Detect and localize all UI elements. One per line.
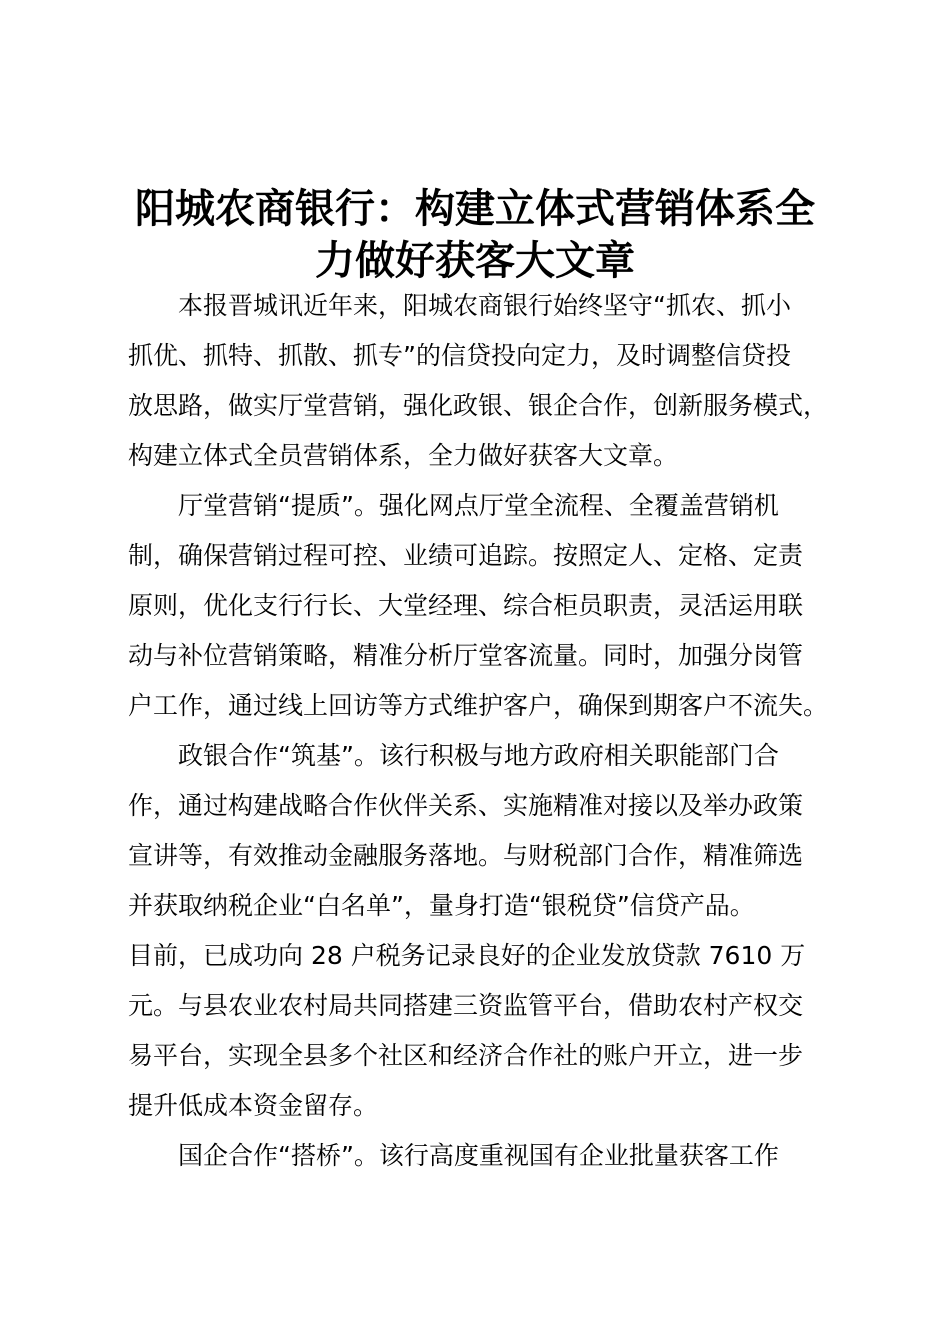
paragraph-intro	[128, 281, 833, 481]
text-line: 原则，优化支行行长、大堂经理、综合柜员职责，灵活运用联	[128, 591, 804, 620]
text-line: 宣讲等，有效推动金融服务落地。与财税部门合作，精准筛选	[128, 841, 804, 870]
article-body	[128, 281, 833, 1181]
paragraph-soe-cooperation	[128, 1131, 833, 1181]
text-line: 并获取纳税企业“白名单”，量身打造“银税贷”信贷产品。	[128, 891, 755, 920]
text-line: 制，确保营销过程可控、业绩可追踪。按照定人、定格、定责	[128, 541, 804, 570]
text-line: 构建立体式全员营销体系，全力做好获客大文章。	[128, 441, 679, 470]
title-line-2: 力做好获客大文章	[315, 237, 635, 284]
paragraph-government-cooperation	[128, 731, 833, 1131]
text-line: 易平台，实现全县多个社区和经济合作社的账户开立，进一步	[128, 1041, 804, 1070]
paragraph-lobby-marketing	[128, 481, 833, 731]
text-line: 本报晋城讯近年来，阳城农商银行始终坚守“抓农、抓小	[178, 291, 791, 320]
text-line: 目前，已成功向 28 户税务记录良好的企业发放贷款 7610 万	[128, 941, 806, 970]
text-line: 放思路，做实厅堂营销，强化政银、银企合作，创新服务模式，	[128, 391, 829, 420]
text-line: 国企合作“搭桥”。该行高度重视国有企业批量获客工作	[178, 1141, 779, 1170]
text-line: 政银合作“筑基”。该行积极与地方政府相关职能部门合	[178, 741, 779, 770]
text-line: 动与补位营销策略，精准分析厅堂客流量。同时，加强分岗管	[128, 641, 804, 670]
text-line: 抓优、抓特、抓散、抓专”的信贷投向定力，及时调整信贷投	[128, 341, 791, 370]
text-line: 户工作，通过线上回访等方式维护客户，确保到期客户不流失。	[128, 691, 829, 720]
text-line: 元。与县农业农村局共同搭建三资监管平台，借助农村产权交	[128, 991, 804, 1020]
title-line-1: 阳城农商银行：构建立体式营销体系全	[135, 185, 815, 232]
text-line: 提升低成本资金留存。	[128, 1091, 379, 1120]
text-line: 厅堂营销“提质”。强化网点厅堂全流程、全覆盖营销机	[178, 491, 779, 520]
text-line: 作，通过构建战略合作伙伴关系、实施精准对接以及举办政策	[128, 791, 804, 820]
article-title	[110, 183, 840, 287]
